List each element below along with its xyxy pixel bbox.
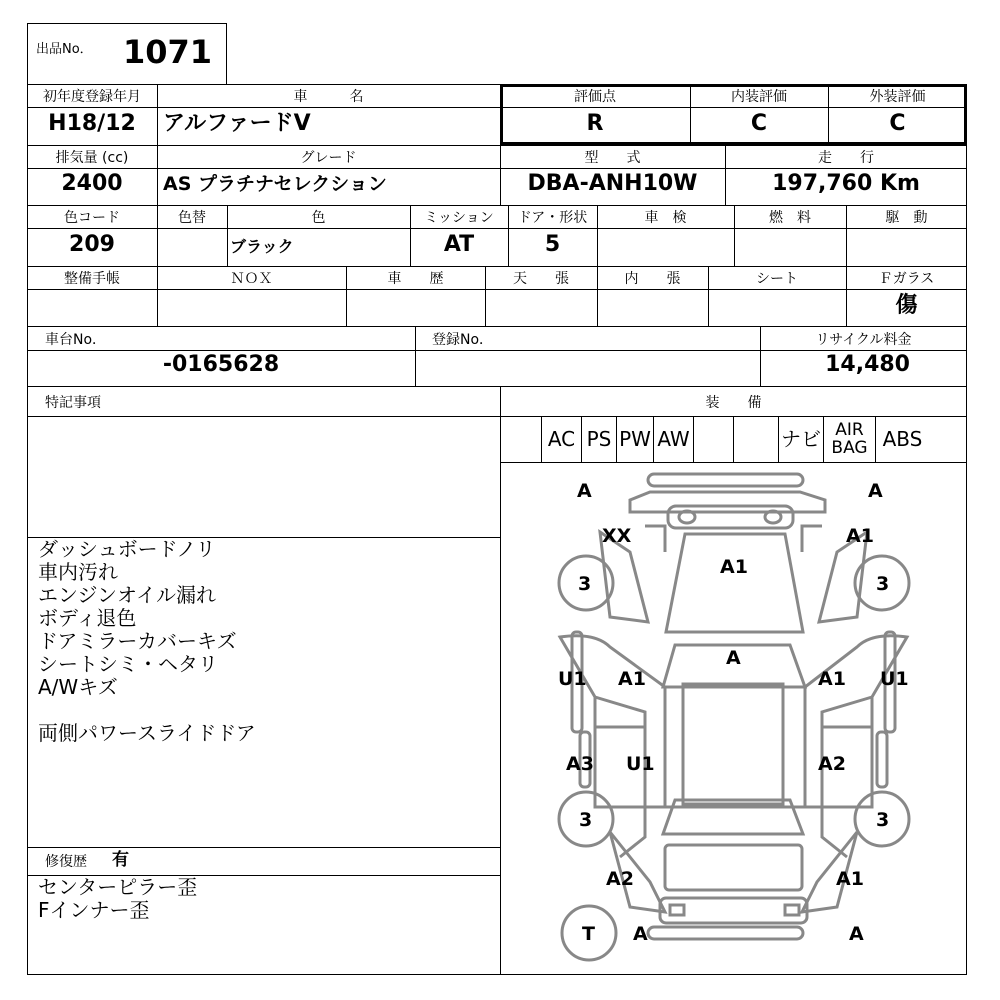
- damage-left-front-side: U1: [558, 668, 587, 690]
- equipment-item: AIR BAG: [823, 416, 875, 462]
- chassis-value: -0165628: [162, 352, 280, 377]
- damage-right-front-door: A1: [818, 668, 846, 690]
- chassis-label: 車台No．: [45, 332, 107, 348]
- damage-left-rear-side: A3: [566, 753, 594, 775]
- damage-left-front-door: A1: [618, 668, 646, 690]
- repair-history-label: 修復歴: [45, 854, 87, 870]
- equipment-item: PS: [581, 416, 616, 462]
- equipment-label: 装 備: [705, 395, 762, 411]
- door-label: ドア・形状: [517, 210, 588, 226]
- note-line: ダッシュボードノリ: [38, 537, 216, 561]
- divider: [27, 266, 967, 267]
- color-code-value: 209: [69, 232, 115, 257]
- damage-left-rear-door: U1: [626, 753, 655, 775]
- color-label: 色: [311, 210, 326, 226]
- grade-label: グレード: [300, 150, 357, 166]
- equipment-item: [500, 416, 541, 462]
- damage-front-right: A: [868, 480, 883, 502]
- damage-fl-fender: XX: [602, 525, 632, 547]
- score-value: R: [586, 111, 604, 136]
- damage-left-rear-bumper: A2: [606, 868, 634, 890]
- damage-right-front-side: U1: [880, 668, 909, 690]
- seat-label: シート: [756, 271, 798, 287]
- interior-label: 内装評価: [731, 89, 787, 105]
- model-type-label: 型 式: [584, 150, 641, 166]
- note-line: 両側パワースライドドア: [38, 721, 256, 745]
- equipment-item: AC: [541, 416, 581, 462]
- notes-list: [38, 538, 498, 745]
- damage-right-rear-bumper: A1: [836, 868, 864, 890]
- divider: [27, 145, 967, 146]
- recycle-fee-label: リサイクル料金: [815, 332, 912, 348]
- damage-right-rear-door: A2: [818, 753, 846, 775]
- note-line: ボディ退色: [38, 606, 137, 630]
- damage-rear-right: A: [849, 923, 864, 945]
- lot-box: [27, 23, 227, 85]
- mission-value: AT: [443, 232, 475, 257]
- damage-fr-fender: A1: [846, 525, 874, 547]
- history-label: 車 歴: [387, 271, 444, 287]
- manual-label: 整備手帳: [64, 271, 120, 287]
- divider: [27, 386, 967, 387]
- door-value: 5: [544, 232, 561, 257]
- front-glass-value: 傷: [895, 293, 918, 318]
- damage-hood: A1: [720, 556, 748, 578]
- grade-value: AS プラチナセレクション: [163, 173, 387, 195]
- inner-lining-label: 内 張: [624, 271, 681, 287]
- score-label: 評価点: [574, 89, 616, 105]
- color-code-label: 色コード: [64, 210, 120, 226]
- displacement-label: 排気量 (cc): [55, 150, 129, 166]
- front-glass-label: Ｆガラス: [878, 271, 935, 287]
- repair-history-value: 有: [112, 850, 129, 870]
- color-value: ブラック: [230, 237, 294, 256]
- spare-tire-value: T: [582, 923, 595, 945]
- inspection-label: 車 検: [644, 210, 687, 226]
- nox-label: ＮＯＸ: [230, 271, 273, 287]
- repair-line: センターピラー歪: [38, 875, 198, 899]
- reg-date-value: H18/12: [48, 111, 136, 136]
- divider: [27, 326, 967, 327]
- note-line: シートシミ・ヘタリ: [38, 652, 218, 676]
- equipment-item: [733, 416, 778, 462]
- mission-label: ミッション: [424, 210, 494, 226]
- car-diagram: [500, 462, 967, 975]
- notes-label: 特記事項: [45, 395, 101, 411]
- roof-lining-label: 天 張: [513, 271, 569, 287]
- tire-rr-value: 3: [876, 809, 890, 831]
- divider: [415, 326, 416, 386]
- lot-label: 出品No．: [36, 42, 93, 57]
- model-type-value: DBA-ANH10W: [527, 171, 698, 196]
- lot-number: 1071: [123, 33, 213, 71]
- divider: [27, 205, 967, 206]
- tire-fl-value: 3: [578, 573, 592, 595]
- mileage-value: 197,760 Km: [772, 171, 920, 196]
- equipment-item: ABS: [875, 416, 929, 462]
- note-line: 車内汚れ: [38, 560, 118, 584]
- equipment-row: [500, 416, 967, 462]
- equipment-item: [693, 416, 733, 462]
- exterior-label: 外装評価: [869, 89, 926, 105]
- car-name-value: アルファードV: [163, 111, 311, 136]
- repaint-label: 色替: [178, 210, 206, 226]
- displacement-value: 2400: [61, 171, 123, 196]
- note-line: エンジンオイル漏れ: [38, 583, 216, 607]
- mileage-label: 走 行: [818, 150, 874, 166]
- equipment-item: AW: [653, 416, 693, 462]
- repair-list: [38, 876, 498, 922]
- drive-label: 駆 動: [885, 210, 928, 226]
- exterior-value: C: [889, 111, 906, 136]
- note-line: A/Wキズ: [38, 675, 118, 699]
- equipment-item: PW: [616, 416, 653, 462]
- interior-value: C: [750, 111, 768, 136]
- recycle-fee-value: 14,480: [825, 352, 910, 377]
- damage-front-left: A: [577, 480, 592, 502]
- reg-number-label: 登録No．: [432, 332, 494, 348]
- tire-fr-value: 3: [876, 573, 890, 595]
- fuel-label: 燃 料: [769, 210, 811, 226]
- damage-rear-left: A: [633, 923, 648, 945]
- divider: [27, 847, 500, 848]
- divider: [27, 289, 967, 290]
- reg-date-label: 初年度登録年月: [43, 89, 141, 105]
- tire-rl-value: 3: [579, 809, 593, 831]
- damage-roof-front: A: [726, 647, 741, 669]
- equipment-item: ナビ: [778, 416, 823, 462]
- note-line: [38, 699, 498, 722]
- note-line: ドアミラーカバーキズ: [38, 629, 237, 653]
- car-name-label: 車 名: [293, 89, 364, 105]
- divider: [27, 168, 967, 169]
- divider: [27, 228, 967, 229]
- repair-line: Fインナー歪: [38, 898, 150, 922]
